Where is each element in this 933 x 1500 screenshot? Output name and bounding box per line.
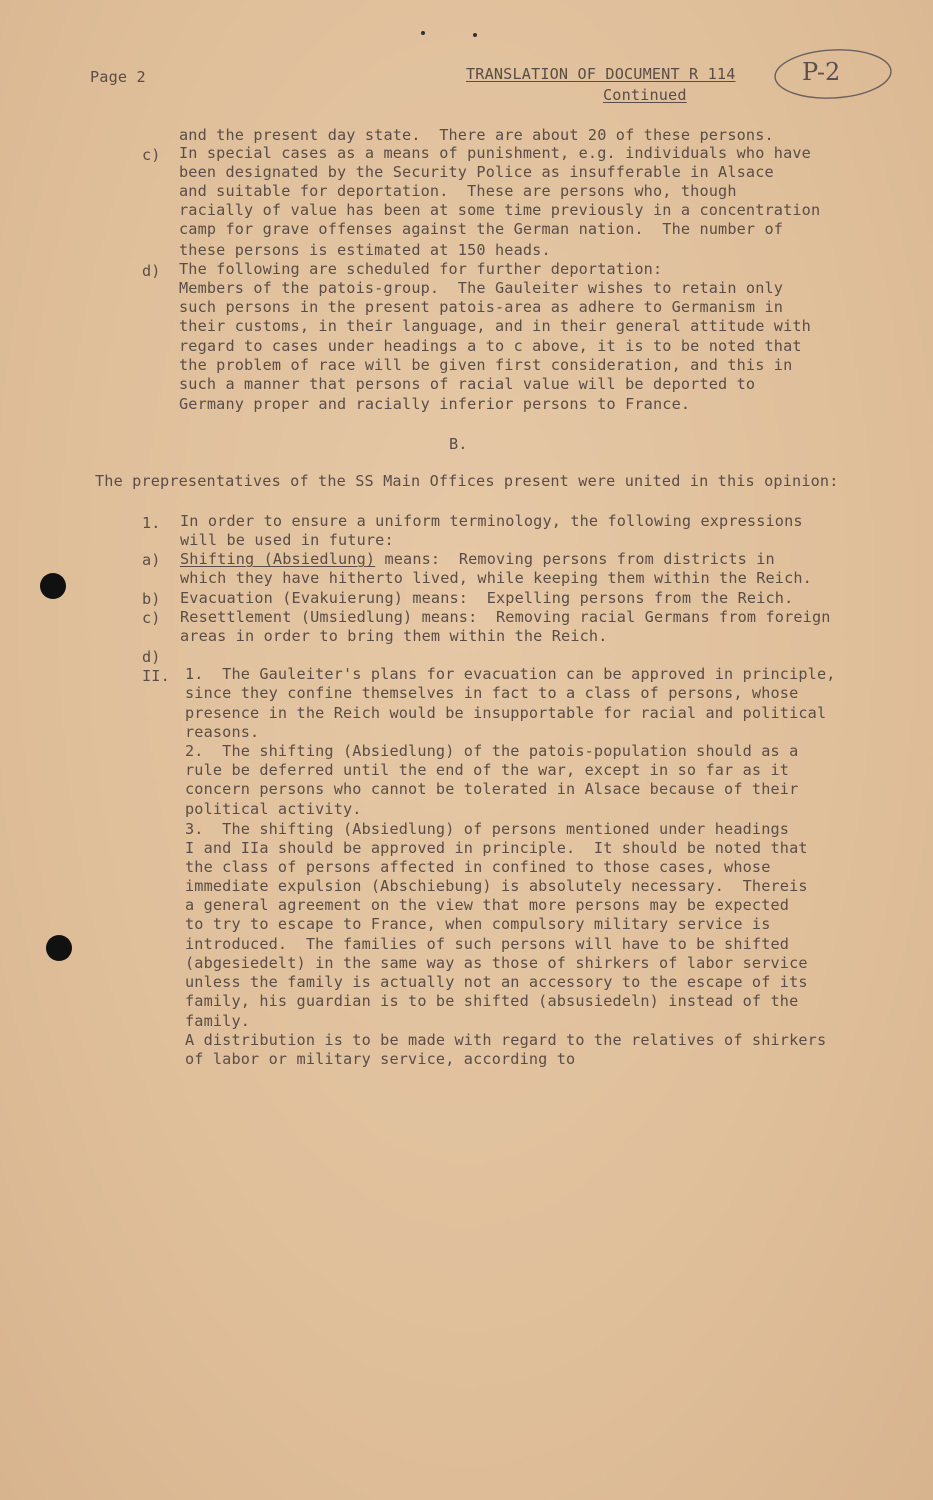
text-line: their customs, in their language, and in their general attitude with	[179, 317, 811, 335]
text-line: A distribution is to be made with regard to the relatives of shirkers	[185, 1031, 827, 1049]
text-line: and the present day state. There are about 20 of these persons.	[179, 126, 774, 144]
list-marker: d)	[142, 262, 161, 280]
text-line: 3. The shifting (Absiedlung) of persons mentioned under headings	[185, 820, 790, 838]
term-shifting: Shifting (Absiedlung)	[180, 550, 376, 568]
text-line: concern persons who cannot be tolerated in Alsace because of their	[185, 780, 799, 798]
text-line: which they have hitherto lived, while keeping them within the Reich.	[180, 569, 812, 587]
text-line: Resettlement (Umsiedlung) means: Removing racial Germans from foreign	[180, 608, 831, 626]
page-number: Page 2	[90, 68, 146, 86]
text-line: immediate expulsion (Abschiebung) is absolutely necessary. Thereis	[185, 877, 808, 895]
text-line: of labor or military service, according to	[185, 1050, 576, 1068]
text-line: to try to escape to France, when compulsory military service is	[185, 915, 771, 933]
text-line: reasons.	[185, 723, 260, 741]
list-marker: a)	[142, 551, 161, 569]
list-marker: 1.	[142, 514, 161, 532]
ink-speck	[473, 33, 477, 37]
text-line: political activity.	[185, 800, 362, 818]
text-line	[180, 550, 775, 569]
handwritten-page-mark	[772, 46, 894, 102]
text-line: In special cases as a means of punishment, e.g. individuals who have	[179, 144, 811, 162]
term-definition: means: Removing persons from districts in	[375, 550, 775, 568]
text-line: 2. The shifting (Absiedlung) of the patois-population should as a	[185, 742, 799, 760]
text-line: family, his guardian is to be shifted (absusiedeln) instead of the	[185, 992, 799, 1010]
text-line: areas in order to bring them within the Reich.	[180, 627, 608, 645]
text-line: the problem of race will be given first consideration, and this in	[179, 356, 793, 374]
list-marker: b)	[142, 590, 161, 608]
text-line: will be used in future:	[180, 531, 394, 549]
text-line: since they confine themselves in fact to a class of persons, whose	[185, 684, 799, 702]
text-line: camp for grave offenses against the German nation. The number of	[179, 220, 784, 238]
list-marker: c)	[142, 609, 161, 627]
document-subtitle: Continued	[603, 86, 687, 104]
text-line: 1. The Gauleiter's plans for evacuation can be approved in principle,	[185, 665, 836, 683]
text-line: The prepresentatives of the SS Main Offices present were united in this opinion:	[95, 472, 839, 490]
text-line: (abgesiedelt) in the same way as those of shirkers of labor service	[185, 954, 808, 972]
text-line: In order to ensure a uniform terminology, the following expressions	[180, 512, 803, 530]
text-line: such a manner that persons of racial value will be deported to	[179, 375, 756, 393]
text-line: unless the family is actually not an accessory to the escape of its	[185, 973, 808, 991]
text-line: these persons is estimated at 150 heads.	[179, 241, 551, 259]
list-marker: d)	[142, 648, 161, 666]
document-title: TRANSLATION OF DOCUMENT R 114	[466, 65, 736, 83]
text-line: the class of persons affected in confined to those cases, whose	[185, 858, 771, 876]
list-marker: II.	[142, 667, 170, 685]
text-line: presence in the Reich would be insupportable for racial and political	[185, 704, 827, 722]
list-marker: c)	[142, 146, 161, 164]
text-line: been designated by the Security Police as insufferable in Alsace	[179, 163, 774, 181]
text-line: a general agreement on the view that more persons may be expected	[185, 896, 790, 914]
text-line: racially of value has been at some time previously in a concentration	[179, 201, 821, 219]
punch-hole-bottom	[46, 935, 72, 961]
text-line: family.	[185, 1012, 251, 1030]
handwritten-page-label: P-2	[802, 58, 841, 86]
text-line: Members of the patois-group. The Gauleiter wishes to retain only	[179, 279, 784, 297]
text-line: I and IIa should be approved in principle. It should be noted that	[185, 839, 808, 857]
text-line: regard to cases under headings a to c above, it is to be noted that	[179, 337, 802, 355]
text-line: rule be deferred until the end of the war, except in so far as it	[185, 761, 790, 779]
text-line: introduced. The families of such persons will have to be shifted	[185, 935, 790, 953]
punch-hole-top	[40, 573, 66, 599]
section-heading: B.	[449, 435, 468, 453]
text-line: Evacuation (Evakuierung) means: Expelling persons from the Reich.	[180, 589, 794, 607]
text-line: The following are scheduled for further deportation:	[179, 260, 663, 278]
text-line: Germany proper and racially inferior persons to France.	[179, 395, 691, 413]
ink-speck	[421, 31, 425, 35]
text-line: and suitable for deportation. These are persons who, though	[179, 182, 737, 200]
text-line: such persons in the present patois-area as adhere to Germanism in	[179, 298, 784, 316]
